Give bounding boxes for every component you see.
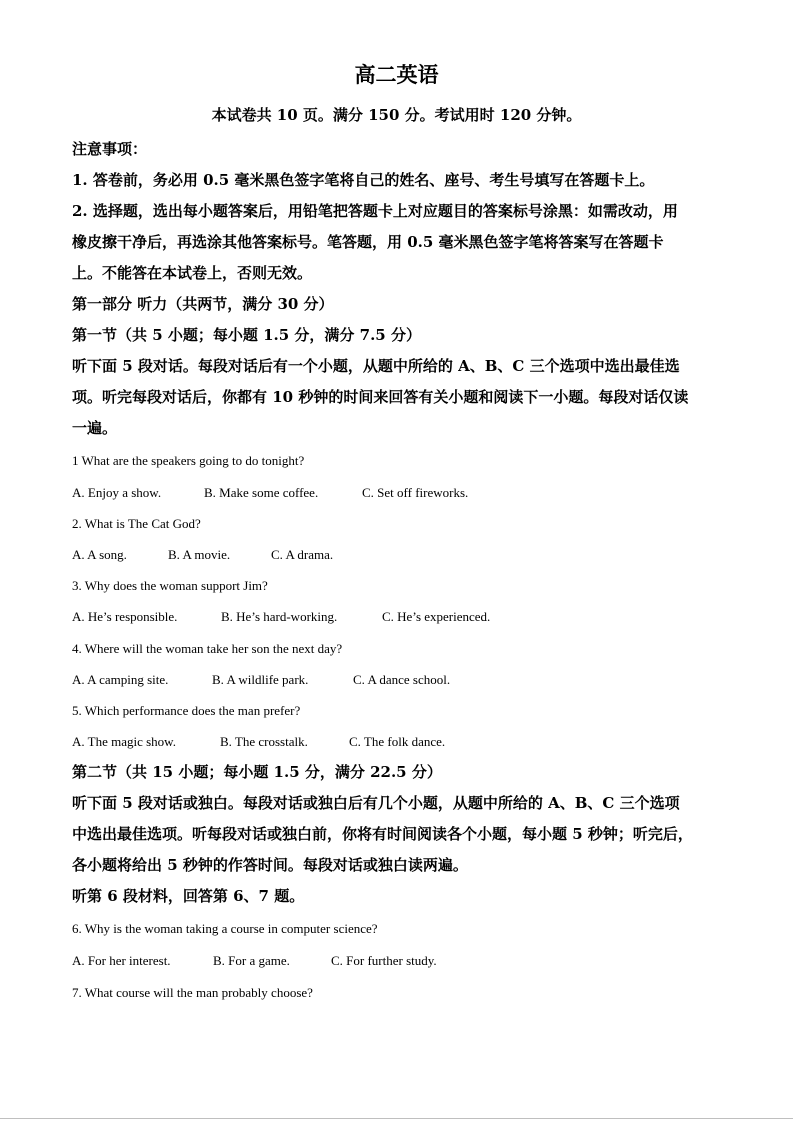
section-2-instructions-line-3: 各小题将给出 5 秒钟的作答时间。每段对话或独白读两遍。 xyxy=(72,856,468,874)
question-7-stem: 7. What course will the man probably choose? xyxy=(72,985,313,1000)
section-2-instructions-line-1: 听下面 5 段对话或独白。每段对话或独白后有几个小题，从题中所给的 A、B、C 三个选项 xyxy=(72,794,680,812)
section-1-instructions-line-3: 一遍。 xyxy=(72,419,118,437)
question-5-stem: 5. Which performance does the man prefer? xyxy=(72,703,301,718)
question-4-option-a: A. A camping site. xyxy=(72,672,169,687)
question-5-option-c: C. The folk dance. xyxy=(349,734,446,749)
question-4-option-c: C. A dance school. xyxy=(353,672,451,687)
question-2-options xyxy=(72,548,333,561)
notice-item-2-line-1: 2. 选择题，选出每小题答案后，用铅笔把答题卡上对应题目的答案标号涂黑：如需改动，用 xyxy=(72,202,678,220)
part-1-heading: 第一部分 听力（共两节，满分 30 分） xyxy=(72,295,334,313)
question-3-option-a: A. He’s responsible. xyxy=(72,609,178,624)
question-6-stem: 6. Why is the woman taking a course in computer science? xyxy=(72,921,378,936)
page-title: 高二英语 xyxy=(354,62,439,87)
question-5-option-b: B. The crosstalk. xyxy=(220,734,308,749)
section-1-instructions-line-2: 项。听完每段对话后，你都有 10 秒钟的时间来回答有关小题和阅读下一小题。每段对话仅读 xyxy=(72,388,689,406)
question-6-option-a: A. For her interest. xyxy=(72,953,171,968)
question-2-stem: 2. What is The Cat God? xyxy=(72,516,201,531)
section-2-heading: 第二节（共 15 小题；每小题 1.5 分，满分 22.5 分） xyxy=(72,763,442,781)
page-bottom-divider xyxy=(0,1118,793,1119)
question-6-option-b: B. For a game. xyxy=(213,953,290,968)
question-2-option-c: C. A drama. xyxy=(271,547,334,562)
section-2-instructions-line-2: 中选出最佳选项。听每段对话或独白前，你将有时间阅读各个小题，每小题 5 秒钟；听完后， xyxy=(72,825,693,843)
question-3-option-c: C. He’s experienced. xyxy=(382,609,491,624)
question-3-option-b: B. He’s hard-working. xyxy=(221,609,338,624)
question-2-option-a: A. A song. xyxy=(72,547,127,562)
question-4-options xyxy=(72,673,450,686)
question-1-option-b: B. Make some coffee. xyxy=(204,485,319,500)
question-3-options xyxy=(72,610,490,623)
question-5-options xyxy=(72,735,445,748)
question-5-option-a: A. The magic show. xyxy=(72,734,176,749)
question-4-stem: 4. Where will the woman take her son the next day? xyxy=(72,641,343,656)
notice-heading: 注意事项： xyxy=(72,140,148,158)
notice-item-1: 1. 答卷前，务必用 0.5 毫米黑色签字笔将自己的姓名、座号、考生号填写在答题卡上。 xyxy=(72,171,655,189)
exam-info: 本试卷共 10 页。满分 150 分。考试用时 120 分钟。 xyxy=(211,106,582,124)
notice-item-2-line-3: 上。不能答在本试卷上，否则无效。 xyxy=(72,264,313,282)
question-4-option-b: B. A wildlife park. xyxy=(212,672,309,687)
question-6-option-c: C. For further study. xyxy=(331,953,437,968)
material-6-heading: 听第 6 段材料，回答第 6、7 题。 xyxy=(72,887,305,905)
question-1-option-c: C. Set off fireworks. xyxy=(362,485,469,500)
question-2-option-b: B. A movie. xyxy=(168,547,231,562)
question-3-stem: 3. Why does the woman support Jim? xyxy=(72,578,268,593)
notice-item-2-line-2: 橡皮擦干净后，再选涂其他答案标号。笔答题，用 0.5 毫米黑色签字笔将答案写在答题卡 xyxy=(72,233,664,251)
question-6-options xyxy=(72,954,437,967)
question-1-option-a: A. Enjoy a show. xyxy=(72,485,162,500)
section-1-heading: 第一节（共 5 小题；每小题 1.5 分，满分 7.5 分） xyxy=(72,326,421,344)
question-1-stem: 1 What are the speakers going to do tonight? xyxy=(72,453,305,468)
question-1-options xyxy=(72,486,468,499)
section-1-instructions-line-1: 听下面 5 段对话。每段对话后有一个小题，从题中所给的 A、B、C 三个选项中选出最佳选 xyxy=(72,357,680,375)
